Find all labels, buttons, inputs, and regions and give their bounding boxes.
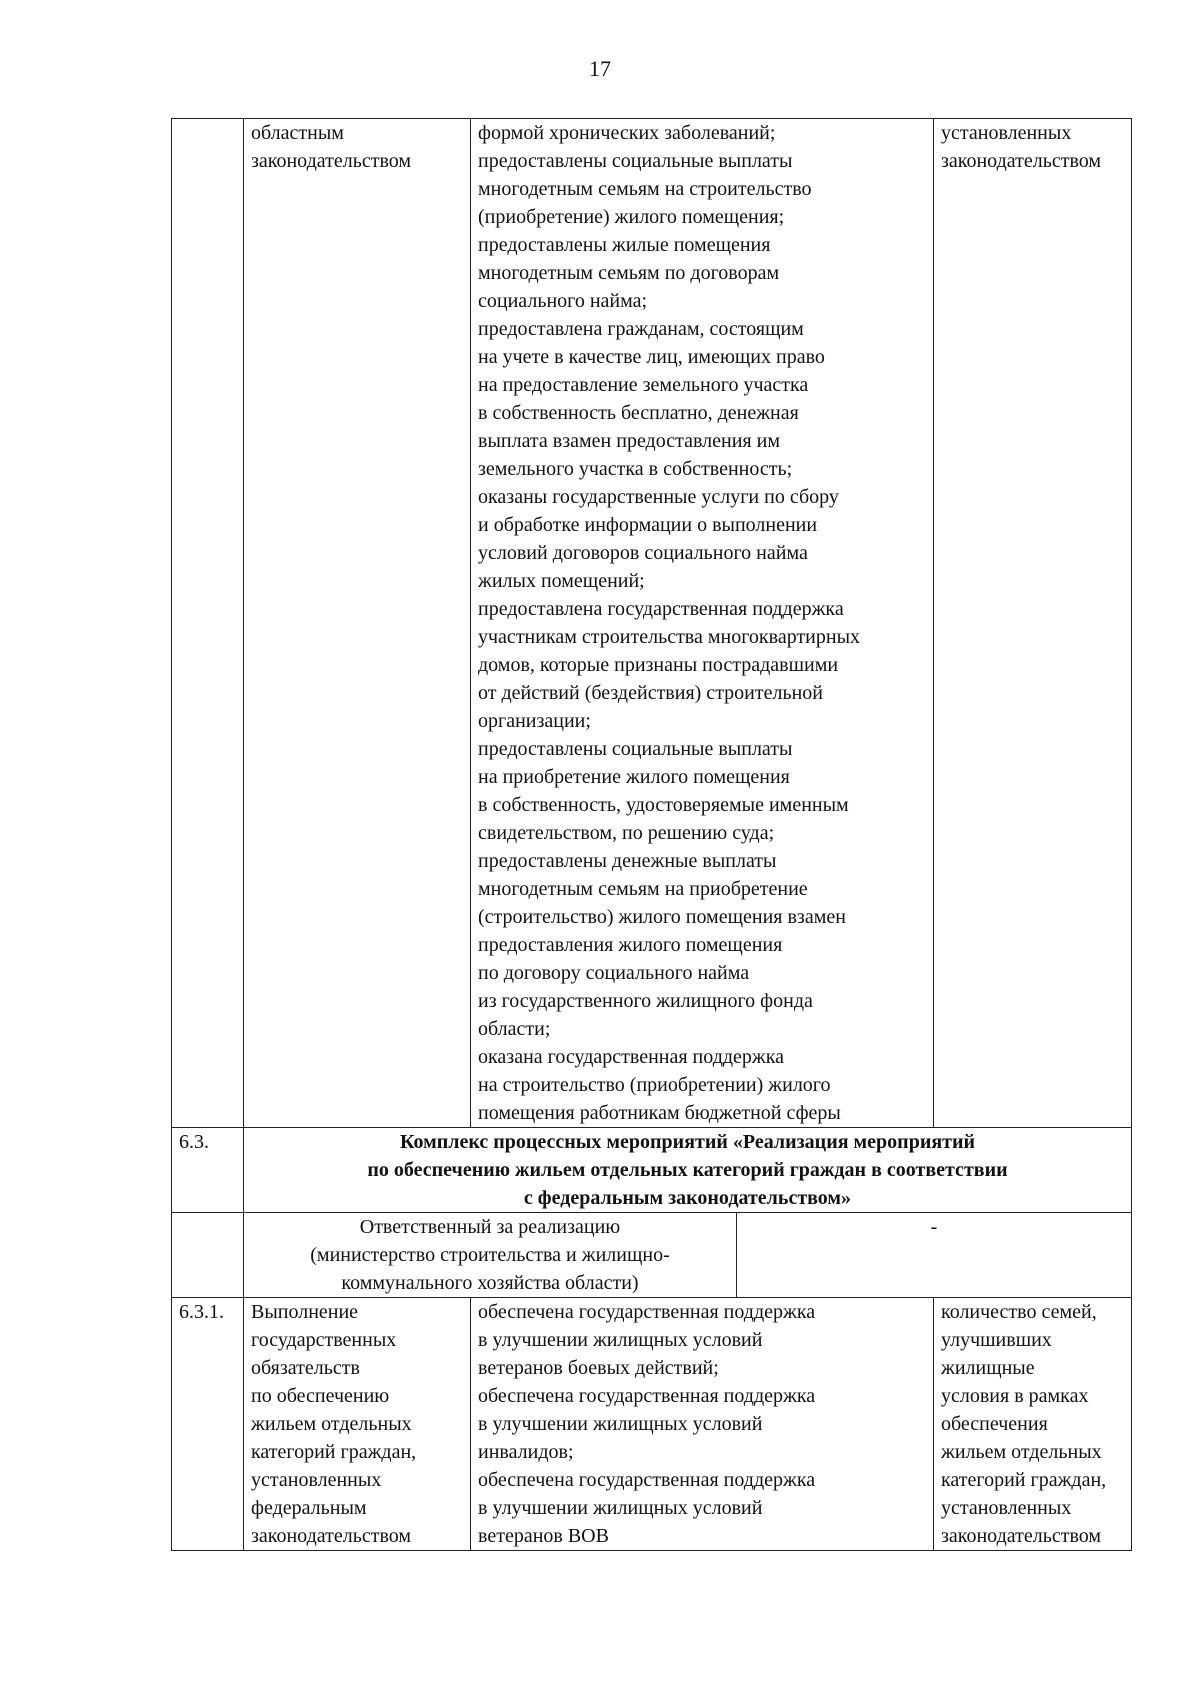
text-line: условия в рамках xyxy=(941,1385,1089,1407)
responsible-label-cell xyxy=(244,1213,737,1298)
text-line: инвалидов; xyxy=(478,1441,574,1463)
item-indicator-cell xyxy=(934,1298,1132,1551)
text-line: от действий (бездействия) строительной xyxy=(478,682,823,704)
responsible-value-cell: - xyxy=(737,1213,1132,1298)
text-line: в улучшении жилищных условий xyxy=(478,1497,763,1519)
text-line: областным xyxy=(251,122,344,144)
text-line: категорий граждан, xyxy=(941,1469,1107,1491)
empty-number-cell xyxy=(172,1213,244,1298)
text-line: многодетным семьям на строительство xyxy=(478,178,812,200)
text-line: (строительство) жилого помещения взамен xyxy=(478,906,846,928)
text-line: жилищные xyxy=(941,1357,1035,1379)
page-number: 17 xyxy=(589,56,611,81)
text-line: помещения работникам бюджетной сферы xyxy=(478,1102,841,1124)
item-results-lines xyxy=(478,1298,926,1550)
text-line: участникам строительства многоквартирных xyxy=(478,626,861,648)
text-line: и обработке информации о выполнении xyxy=(478,514,818,536)
item-results-cell xyxy=(471,1298,934,1551)
text-line: земельного участка в собственность; xyxy=(478,458,793,480)
text-line: формой хронических заболеваний; xyxy=(478,122,776,144)
text-line: количество семей, xyxy=(941,1301,1097,1323)
text-line: из государственного жилищного фонда xyxy=(478,990,813,1012)
text-line: предоставления жилого помещения xyxy=(478,934,783,956)
text-line: социального найма; xyxy=(478,290,648,312)
item-number-cell: 6.3.1. xyxy=(172,1298,244,1551)
item-name-lines xyxy=(251,1298,463,1550)
text-line: обеспечения xyxy=(941,1413,1048,1435)
text-line: обязательств xyxy=(251,1357,360,1379)
text-line: ветеранов ВОВ xyxy=(478,1525,609,1547)
row-number-cell xyxy=(172,119,244,1128)
text-line: в улучшении жилищных условий xyxy=(478,1413,763,1435)
text-line: (приобретение) жилого помещения; xyxy=(478,206,785,228)
text-line: улучшивших xyxy=(941,1329,1052,1351)
text-line: в собственность, удостоверяемые именным xyxy=(478,794,849,816)
text-line: многодетным семьям по договорам xyxy=(478,262,780,284)
measure-results-cell xyxy=(471,119,934,1128)
text-line: предоставлены жилые помещения xyxy=(478,234,771,256)
text-line: по обеспечению xyxy=(251,1385,390,1407)
section-title-cell xyxy=(244,1128,1132,1213)
text-line: Комплекс процессных мероприятий «Реализация мероприятий xyxy=(399,1131,976,1153)
text-line: законодательством xyxy=(941,1525,1102,1547)
text-line: по договору социального найма xyxy=(478,962,750,984)
table-row-section xyxy=(172,1128,1132,1213)
text-line: установленных xyxy=(941,1497,1072,1519)
text-line: законодательством xyxy=(251,150,412,172)
text-line: предоставлены денежные выплаты xyxy=(478,850,777,872)
measure-name-lines xyxy=(251,119,463,175)
measures-table xyxy=(171,118,1132,1551)
responsible-label-lines xyxy=(251,1213,729,1297)
item-name-cell xyxy=(244,1298,471,1551)
text-line: области; xyxy=(478,1018,551,1040)
table-row-item xyxy=(172,1298,1132,1551)
section-title-lines xyxy=(251,1128,1124,1212)
text-line: жильем отдельных xyxy=(941,1441,1102,1463)
text-line: на учете в качестве лиц, имеющих право xyxy=(478,346,825,368)
text-line: Ответственный за реализацию xyxy=(359,1216,621,1238)
text-line: установленных xyxy=(941,122,1072,144)
text-line: на приобретение жилого помещения xyxy=(478,766,790,788)
text-line: предоставлена гражданам, состоящим xyxy=(478,318,804,340)
text-line: оказаны государственные услуги по сбору xyxy=(478,486,839,508)
text-line: ветеранов боевых действий; xyxy=(478,1357,719,1379)
text-line: установленных xyxy=(251,1469,382,1491)
text-line: обеспечена государственная поддержка xyxy=(478,1469,816,1491)
table-row-responsible xyxy=(172,1213,1132,1298)
text-line: на предоставление земельного участка xyxy=(478,374,809,396)
indicator-lines xyxy=(941,119,1124,175)
text-line: организации; xyxy=(478,710,591,732)
indicator-cell xyxy=(934,119,1132,1128)
text-line: обеспечена государственная поддержка xyxy=(478,1385,816,1407)
text-line: коммунального хозяйства области) xyxy=(341,1272,639,1294)
text-line: в улучшении жилищных условий xyxy=(478,1329,763,1351)
text-line: оказана государственная поддержка xyxy=(478,1046,785,1068)
text-line: государственных xyxy=(251,1329,397,1351)
table-row-continuation xyxy=(172,119,1132,1128)
text-line: предоставлены социальные выплаты xyxy=(478,150,793,172)
measure-name-cell xyxy=(244,119,471,1128)
text-line: Выполнение xyxy=(251,1301,359,1323)
text-line: выплата взамен предоставления им xyxy=(478,430,780,452)
text-line: условий договоров социального найма xyxy=(478,542,808,564)
text-line: обеспечена государственная поддержка xyxy=(478,1301,816,1323)
text-line: законодательством xyxy=(251,1525,412,1547)
text-line: многодетным семьям на приобретение xyxy=(478,878,808,900)
section-number-cell: 6.3. xyxy=(172,1128,244,1213)
text-line: с федеральным законодательством» xyxy=(523,1187,852,1209)
text-line: домов, которые признаны пострадавшими xyxy=(478,654,839,676)
text-line: по обеспечению жильем отдельных категорий граждан в соответствии xyxy=(367,1159,1008,1181)
text-line: предоставлены социальные выплаты xyxy=(478,738,793,760)
item-indicator-lines xyxy=(941,1298,1124,1550)
text-line: предоставлена государственная поддержка xyxy=(478,598,844,620)
text-line: в собственность бесплатно, денежная xyxy=(478,402,799,424)
measure-results-lines xyxy=(478,119,926,1127)
text-line: жильем отдельных xyxy=(251,1413,412,1435)
text-line: свидетельством, по решению суда; xyxy=(478,822,775,844)
text-line: федеральным xyxy=(251,1497,367,1519)
text-line: категорий граждан, xyxy=(251,1441,417,1463)
text-line: на строительство (приобретении) жилого xyxy=(478,1074,831,1096)
text-line: жилых помещений; xyxy=(478,570,645,592)
text-line: законодательством xyxy=(941,150,1102,172)
text-line: (министерство строительства и жилищно- xyxy=(310,1244,670,1266)
